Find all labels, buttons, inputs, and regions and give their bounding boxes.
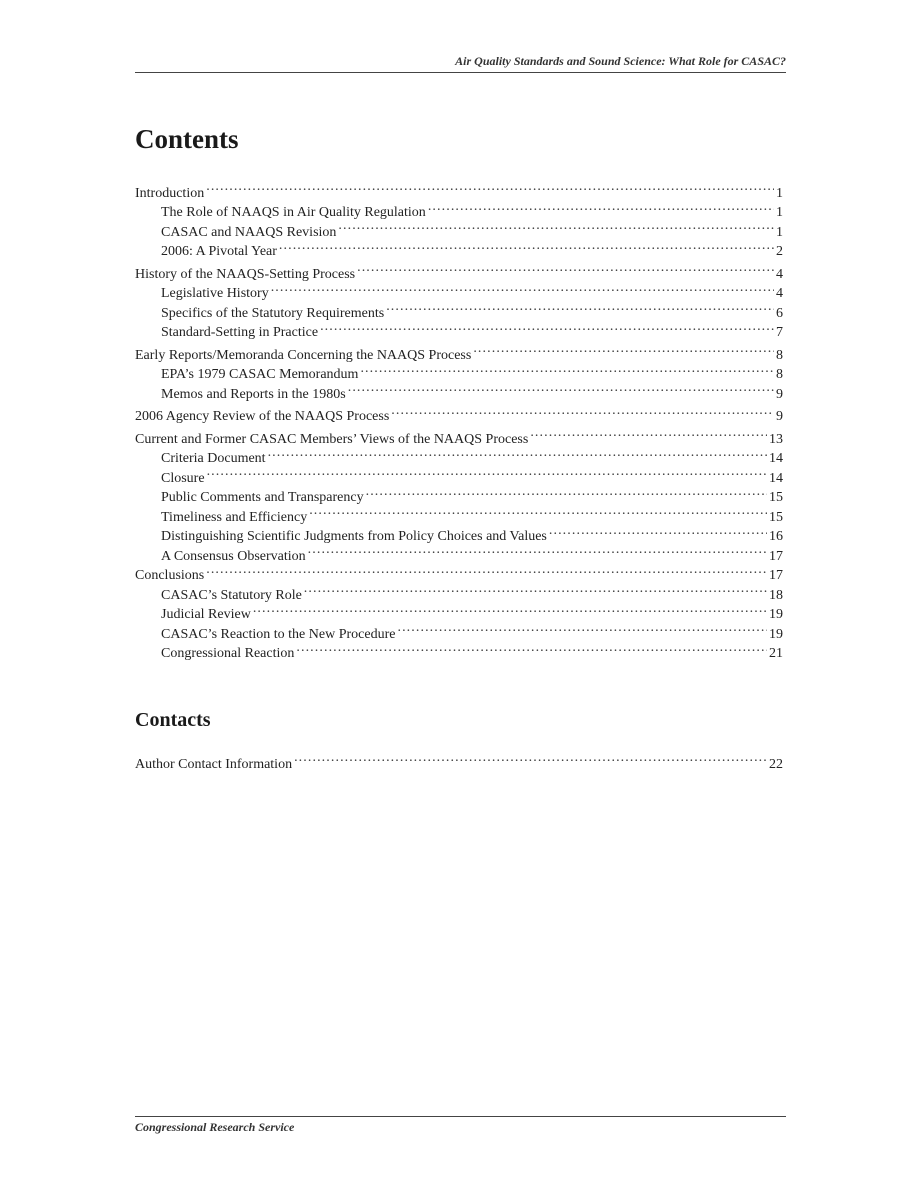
toc-entry-page: 1 [776, 224, 783, 240]
toc-entry[interactable] [135, 462, 783, 486]
toc-entry-page: 16 [769, 529, 783, 544]
dot-leader [338, 216, 774, 236]
toc-entry-page: 17 [769, 568, 783, 583]
running-header: Air Quality Standards and Sound Science: What Role for CASAC? [455, 54, 786, 68]
toc-entry-title: Legislative History [161, 286, 269, 301]
toc-entry[interactable] [135, 482, 783, 505]
dot-leader [206, 560, 767, 580]
dot-leader [357, 258, 774, 278]
dot-leader [360, 359, 774, 379]
toc-entry-page: 19 [769, 607, 783, 622]
toc-entry-page: 14 [769, 470, 783, 486]
toc-entry-page: 13 [769, 431, 783, 447]
toc-entry-page: 9 [776, 386, 783, 402]
toc-entry-page: 18 [769, 587, 783, 603]
toc-entry-title: Memos and Reports in the 1980s [161, 386, 346, 402]
dot-leader [309, 501, 767, 521]
toc-entry-page: 6 [776, 305, 783, 321]
toc-entry-page: 15 [769, 490, 783, 505]
dot-leader [308, 540, 767, 560]
toc-entry-page: 8 [776, 347, 783, 363]
toc-entry[interactable] [135, 177, 783, 201]
dot-leader [549, 521, 767, 541]
table-of-contents [135, 177, 783, 661]
dot-leader [304, 579, 767, 599]
toc-entry-title: Closure [161, 470, 205, 486]
toc-entry-title: Introduction [135, 185, 205, 201]
toc-entry-title: Timeliness and Efficiency [161, 509, 308, 525]
toc-entry-title: 2006: A Pivotal Year [161, 244, 277, 259]
dot-leader [386, 297, 774, 317]
toc-entry-title: Conclusions [135, 568, 205, 583]
dot-leader [366, 482, 767, 502]
dot-leader [530, 423, 767, 443]
toc-entry-page: 8 [776, 367, 783, 382]
toc-entry-page: 4 [776, 266, 783, 282]
dot-leader [473, 339, 774, 359]
toc-entry-title: CASAC and NAAQS Revision [161, 224, 337, 240]
toc-entry-title: History of the NAAQS-Setting Process [135, 266, 356, 282]
footer-divider [135, 1116, 786, 1117]
dot-leader [253, 599, 767, 619]
dot-leader [207, 462, 767, 482]
toc-entry-title: Specifics of the Statutory Requirements [161, 305, 385, 321]
toc-entry-title: 2006 Agency Review of the NAAQS Process [135, 409, 390, 424]
dot-leader [428, 197, 774, 217]
toc-entry-page: 1 [776, 205, 783, 220]
toc-entry-title: Distinguishing Scientific Judgments from Policy Choices and Values [161, 529, 547, 544]
toc-entry-page: 15 [769, 509, 783, 525]
toc-entry-page: 4 [776, 286, 783, 301]
dot-leader [294, 748, 767, 768]
toc-entry-title: Author Contact Information [135, 756, 293, 772]
contacts-heading: Contacts [135, 709, 211, 731]
contacts-list [135, 748, 783, 772]
toc-entry-page: 1 [776, 185, 783, 201]
toc-entry-title: The Role of NAAQS in Air Quality Regulation [161, 205, 426, 220]
toc-entry-page: 17 [769, 548, 783, 564]
dot-leader [279, 236, 774, 256]
toc-entry-title: Early Reports/Memoranda Concerning the NAAQS Process [135, 347, 472, 363]
toc-entry-title: A Consensus Observation [161, 548, 306, 564]
dot-leader [397, 618, 767, 638]
toc-entry-title: CASAC’s Reaction to the New Procedure [161, 626, 396, 642]
header-divider [135, 72, 786, 73]
toc-entry-title: Public Comments and Transparency [161, 490, 364, 505]
running-footer: Congressional Research Service [135, 1120, 295, 1134]
toc-entry-title: EPA’s 1979 CASAC Memorandum [161, 367, 359, 382]
toc-entry-title: Congressional Reaction [161, 646, 295, 661]
toc-entry[interactable] [135, 579, 783, 603]
dot-leader [268, 443, 767, 463]
toc-entry-page: 2 [776, 244, 783, 259]
toc-entry-title: Criteria Document [161, 451, 266, 466]
dot-leader [296, 638, 767, 658]
toc-entry-page: 14 [769, 451, 783, 466]
toc-entry-page: 21 [769, 646, 783, 661]
dot-leader [348, 378, 774, 398]
toc-entry-title: Current and Former CASAC Members’ Views of the NAAQS Process [135, 431, 529, 447]
dot-leader [391, 401, 774, 421]
toc-entry[interactable] [135, 197, 783, 220]
toc-entry-page: 7 [776, 325, 783, 340]
toc-entry-title: Standard-Setting in Practice [161, 325, 319, 340]
contents-heading: Contents [135, 124, 239, 154]
toc-entry-page: 19 [769, 626, 783, 642]
dot-leader [320, 317, 774, 337]
toc-entry-title: Judicial Review [161, 607, 251, 622]
toc-entry-title: CASAC’s Statutory Role [161, 587, 302, 603]
dot-leader [271, 278, 774, 298]
toc-entry-page: 9 [776, 409, 783, 424]
dot-leader [206, 177, 774, 197]
toc-entry[interactable] [135, 560, 783, 583]
toc-entry-page: 22 [769, 756, 783, 772]
toc-entry[interactable] [135, 748, 783, 772]
